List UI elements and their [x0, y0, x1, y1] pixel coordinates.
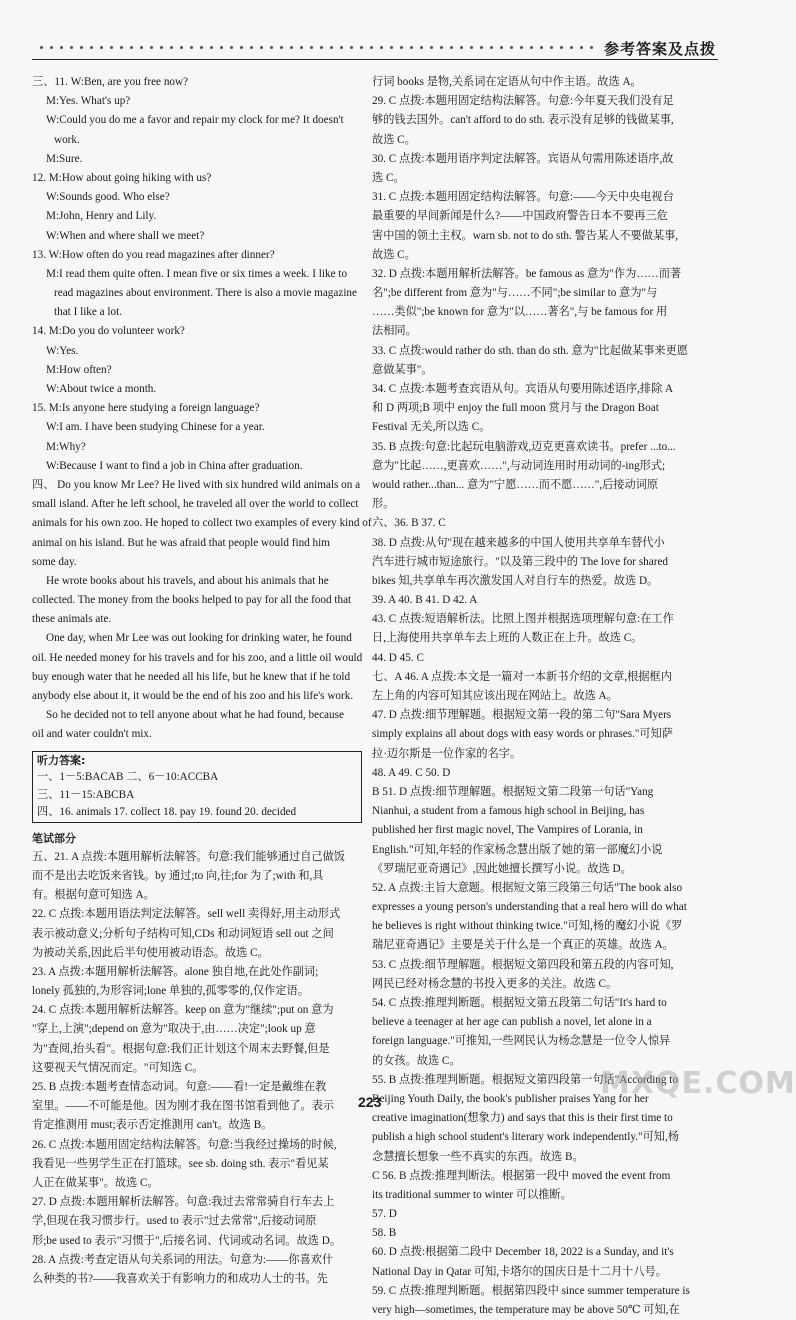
- answer-line: 60. D 点拨:根据第二段中 December 18, 2022 is a Sunday, and it's: [372, 1246, 674, 1259]
- answer-line: 34. C 点拨:本题考查宾语从句。宾语从句要用陈述语序,排除 A: [372, 383, 674, 395]
- answer-line: he believes is right without thinking twice."可知,杨的魔幻小说《罗: [372, 920, 683, 933]
- answer-line: 五、21. A 点拨:本题用解析法解答。句意:我们能够通过自己做饭: [32, 850, 345, 863]
- text-line: 三、11. W:Ben, are you free now?: [32, 76, 189, 88]
- answer-line: 这要视天气情况而定。"可知选 C。: [32, 1061, 204, 1074]
- answer-line: "穿上,上演";depend on 意为"取决于,由……决定";look up 意: [32, 1023, 316, 1036]
- answer-line: believe a teenager at her age can publish a novel, let alone in a: [372, 1016, 652, 1029]
- answer-line: 32. D 点拨:本题用解析法解答。be famous as 意为"作为……而著: [372, 267, 682, 280]
- answer-line: 和 D 两项;B 项中 enjoy the full moon 赏月与 the Dragon Boat: [372, 402, 659, 415]
- text-line: W:Could you do me a favor and repair my clock for me? It doesn't: [46, 114, 344, 127]
- answer-line: 听力答案:: [37, 753, 86, 767]
- written-section-label: 笔试部分: [32, 831, 76, 845]
- answer-line: 拉·迈尔斯是一位作家的名字。: [372, 747, 522, 760]
- text-line: anybody else about it, it would be the end of his zoo and his life's work.: [32, 690, 354, 702]
- answer-line: Nianhui, a student from a famous high school in Beijing, has: [372, 805, 645, 818]
- answer-line: 58. B: [372, 1227, 397, 1240]
- answer-line: 54. C 点拨:推理判断题。根据短文第五段第二句话"It's hard to: [372, 997, 667, 1009]
- answer-line: 47. D 点拨:细节理解题。根据短文第一段的第二句"Sara Myers: [372, 709, 672, 722]
- answer-line: foreign language."可推知,一些网民认为杨念慧是一位令人惊异: [372, 1035, 671, 1048]
- answer-line: simply explains all about dogs with easy words or phrases."可知萨: [372, 728, 673, 741]
- text-line: animal on his island. But he was afraid that people would find him: [32, 536, 330, 549]
- answer-line: 的女孩。故选 C。: [372, 1054, 461, 1067]
- answer-line: Festival 无关,所以选 C。: [372, 421, 491, 434]
- listening-answer-box: [32, 751, 362, 823]
- answer-line: 26. C 点拨:本题用固定结构法解答。句意:当我经过操场的时候,: [32, 1138, 337, 1151]
- text-line: He wrote books about his travels, and about his animals that he: [46, 574, 329, 587]
- text-line: that I like a lot.: [54, 306, 123, 319]
- text-line: M:John, Henry and Lily.: [46, 210, 157, 223]
- answer-line: 而不是出去吃饭来省钱。by 通过;to 向,往;for 为了;with 和,具: [32, 869, 324, 882]
- page-header-title: 参考答案及点拨: [603, 40, 716, 58]
- answer-line: 38. D 点拨:从句"现在越来越多的中国人使用共享单车替代小: [372, 536, 665, 549]
- text-line: buy enough water that he needed all his life, but he knew that if he told: [32, 670, 351, 683]
- answer-line: 左上角的内容可知其应该出现在网站上。故选 A。: [372, 690, 618, 702]
- written-answers-left: [32, 848, 362, 1289]
- answer-line: English."可知,年轻的作家杨念慧出版了她的第一部魔幻小说: [372, 843, 663, 856]
- text-line: work.: [54, 133, 80, 146]
- text-line: M:Why?: [46, 440, 86, 453]
- answer-line: 28. A 点拨:考查定语从句关系词的用法。句意为:——你喜欢什: [32, 1253, 334, 1266]
- answer-line: 为"查阅,抬头看"。根据句意:我们正计划这个周末去野餐,但是: [32, 1042, 330, 1055]
- answer-line: 55. B 点拨:推理判断题。根据短文第四段第一句话"According to: [372, 1073, 678, 1086]
- text-line: M:How often?: [46, 363, 112, 376]
- answer-line: 最重要的早间新闻是什么?——中国政府警告日本不要再三危: [372, 210, 668, 223]
- answer-line: 念慧擅长想象一些不真实的东西。故选 B。: [372, 1150, 584, 1163]
- answer-line: 59. C 点拨:推理判断题。根据第四段中 since summer temperature is: [372, 1284, 690, 1297]
- answer-line: 为被动关系,因此后半句使用被动语态。故选 C。: [32, 946, 269, 959]
- answer-line: 汽车进行城市短途旅行。"以及第三段中的 The love for shared: [372, 555, 669, 568]
- text-line: W:About twice a month.: [46, 383, 157, 395]
- answer-line: 35. B 点拨:句意:比起玩电脑游戏,迈克更喜欢读书。prefer ...to...: [372, 440, 676, 453]
- text-line: W:Yes.: [46, 344, 79, 357]
- text-line: oil. He needed money for his travels and for his zoo, and a little oil would: [32, 651, 363, 664]
- answer-line: 么种类的书?——我喜欢关于有影响力的和成功人士的书。先: [32, 1272, 328, 1285]
- answer-line: 害中国的领土主权。warn sb. not to do sth. 警告某人不要做某事,: [372, 229, 679, 242]
- answer-line: 39. A 40. B 41. D 42. A: [372, 594, 478, 607]
- answer-line: would rather...than... 意为"宁愿……而不愿……",后接动词原: [372, 478, 659, 491]
- answer-line: creative imagination(想象力) and says that this is their first time to: [372, 1112, 673, 1125]
- answer-line: 形。: [372, 498, 395, 511]
- answer-line: 22. C 点拨:本题用语法判定法解答。sell well 卖得好,用主动形式: [32, 908, 341, 921]
- answer-line: 我看见一些男学生正在打篮球。see sb. doing sth. 表示"看见某: [32, 1157, 329, 1170]
- answer-line: 六、36. B 37. C: [372, 517, 446, 530]
- answer-line: 室里。——不可能是他。因为刚才我在图书馆看到他了。表示: [32, 1100, 335, 1113]
- right-column: [372, 73, 717, 1320]
- text-line: 13. W:How often do you read magazines after dinner?: [32, 248, 275, 261]
- text-line: some day.: [32, 555, 77, 568]
- answer-line: C 56. B 点拨:推理判断法。根据第一段中 moved the event from: [372, 1169, 671, 1182]
- answer-line: 一、1－5:BACAB 二、6－10:ACCBA: [37, 771, 219, 784]
- text-line: small island. After he left school, he traveled all over the world to collect: [32, 498, 359, 511]
- answer-line: 学,但现在我习惯步行。used to 表示"过去常常",后接动词原: [32, 1215, 317, 1228]
- answer-line: 43. C 点拨:短语解析法。比照上图并根据选项理解句意:在工作: [372, 613, 674, 626]
- answer-line: 《罗瑞尼亚奇遇记》,因此她擅长撰写小说。故选 D。: [372, 862, 632, 875]
- answer-line: 23. A 点拨:本题用解析法解答。alone 独自地,在此处作副词;: [32, 965, 319, 978]
- answer-line: 29. C 点拨:本题用固定结构法解答。句意:今年夏天我们没有足: [372, 95, 674, 108]
- text-line: M:Yes. What's up?: [46, 95, 131, 108]
- text-line: So he decided not to tell anyone about what he had found, because: [46, 709, 344, 722]
- answer-line: 四、16. animals 17. collect 18. pay 19. found 20. decided: [37, 806, 297, 819]
- answer-line: 瑞尼亚奇遇记》主要是关于什么是一个真正的英雄。故选 A。: [372, 939, 674, 952]
- text-line: W:Sounds good. Who else?: [46, 191, 170, 204]
- text-line: 12. M:How about going hiking with us?: [32, 171, 212, 184]
- text-line: M:I read them quite often. I mean five or six times a week. I like to: [46, 267, 348, 280]
- answer-line: 57. D: [372, 1208, 397, 1221]
- watermark-logo: MXQE.COM: [600, 1066, 796, 1101]
- text-line: collected. The money from the books helped to pay for all the food that: [32, 594, 352, 607]
- answer-line: 27. D 点拨:本题用解析法解答。句意:我过去常常骑自行车去上: [32, 1196, 335, 1209]
- text-line: animals for his own zoo. He hoped to collect two examples of every kind of: [32, 517, 372, 530]
- answer-line: Beijing Youth Daily, the book's publisher praises Yang for her: [372, 1092, 649, 1105]
- answer-line: 意做某事"。: [372, 363, 433, 376]
- text-line: M:Sure.: [46, 152, 83, 165]
- answer-line: 选 C。: [372, 171, 405, 184]
- answer-line: B 51. D 点拨:细节理解题。根据短文第二段第一句话"Yang: [372, 785, 654, 798]
- answer-line: 意为"比起……,更喜欢……",与动词连用时用动词的-ing形式;: [372, 459, 666, 472]
- answer-line: 52. A 点拨:主旨大意题。根据短文第三段第三句话"The book also: [372, 881, 683, 894]
- answer-line: 日,上海使用共享单车去上班的人数正在上升。故选 C。: [372, 632, 643, 645]
- text-line: 14. M:Do you do volunteer work?: [32, 325, 185, 338]
- answer-line: 25. B 点拨:本题考查情态动词。句意:——看!一定是戴维在教: [32, 1081, 327, 1093]
- text-line: these animals ate.: [32, 613, 112, 626]
- answer-line: 有。根据句意可知选 A。: [32, 889, 155, 902]
- text-line: W:When and where shall we meet?: [46, 229, 205, 242]
- answer-line: 行词 books 是物,关系词在定语从句中作主语。故选 A。: [372, 76, 642, 88]
- answer-line: ……类似";be known for 意为"以……著名",与 be famous for 用: [372, 306, 668, 319]
- answer-line: published her first magic novel, The Vampires of Lorania, in: [372, 824, 643, 837]
- answer-line: 44. D 45. C: [372, 651, 424, 664]
- answer-line: 网民已经对杨念慧的书投入更多的关注。故选 C。: [372, 977, 618, 990]
- answer-line: 够的钱去国外。can't afford to do sth. 表示没有足够的钱做某事,: [372, 114, 674, 127]
- text-line: 四、 Do you know Mr Lee? He lived with six hundred wild animals on a: [32, 478, 361, 491]
- header-dots: [40, 44, 595, 50]
- answer-line: 30. C 点拨:本题用语序判定法解答。宾语从句需用陈述语序,故: [372, 152, 674, 165]
- answer-line: 人正在做某事"。故选 C。: [32, 1176, 159, 1189]
- listening-script: [32, 73, 372, 745]
- answer-line: 53. C 点拨:细节理解题。根据短文第四段和第五段的内容可知,: [372, 958, 674, 971]
- answer-line: 33. C 点拨:would rather do sth. than do sth. 意为"比起做某事来更愿: [372, 344, 688, 357]
- answer-line: 名";be different from 意为"与……不同";be similar to 意为"与: [372, 287, 658, 300]
- answer-line: very high—sometimes, the temperature may be above 50℃ 可知,在: [372, 1304, 680, 1316]
- text-line: One day, when Mr Lee was out looking for drinking water, he found: [46, 632, 352, 645]
- answer-line: 故选 C。: [372, 133, 416, 146]
- text-line: W:Because I want to find a job in China after graduation.: [46, 459, 303, 472]
- answer-line: lonely 孤独的,为形容词;lone 单独的,孤零零的,仅作定语。: [32, 985, 309, 998]
- answer-line: publish a high school student's literary work independently."可知,杨: [372, 1131, 679, 1144]
- answer-line: 表示被动意义;分析句子结构可知,CDs 和动词短语 sell out 之间: [32, 927, 334, 940]
- answer-line: 法相同。: [372, 325, 417, 338]
- text-line: oil and water couldn't mix.: [32, 728, 152, 741]
- answer-line: bikes 知,共享单车再次激发国人对自行车的热爱。故选 D。: [372, 574, 659, 587]
- answer-line: its traditional summer to winter 可以推断。: [372, 1188, 572, 1201]
- answer-line: 31. C 点拨:本题用固定结构法解答。句意:——今天中央电视台: [372, 191, 674, 204]
- answer-line: 48. A 49. C 50. D: [372, 766, 451, 779]
- answer-line: 七、A 46. A 点拨:本文是一篇对一本新书介绍的文章,根据框内: [372, 670, 672, 683]
- answer-line: 24. C 点拨:本题用解析法解答。keep on 意为"继续";put on 意为: [32, 1004, 334, 1017]
- answer-line: 肯定推测用 must;表示否定推测用 can't。故选 B。: [32, 1119, 273, 1132]
- answer-line: expresses a young person's understanding that a real hero will do what: [372, 901, 687, 914]
- text-line: 15. M:Is anyone here studying a foreign language?: [32, 402, 260, 415]
- answer-line: National Day in Qatar 可知,卡塔尔的国庆日是十二月十八号。: [372, 1265, 667, 1278]
- answer-line: 三、11－15:ABCBA: [37, 788, 135, 801]
- answer-line: 故选 C。: [372, 248, 416, 261]
- text-line: read magazines about environment. There is also a movie magazine: [54, 287, 357, 300]
- answer-line: 形;be used to 表示"习惯于",后接名词、代词或动名词。故选 D。: [32, 1234, 342, 1247]
- text-line: W:I am. I have been studying Chinese for a year.: [46, 421, 265, 434]
- page-number: 223: [358, 1094, 382, 1110]
